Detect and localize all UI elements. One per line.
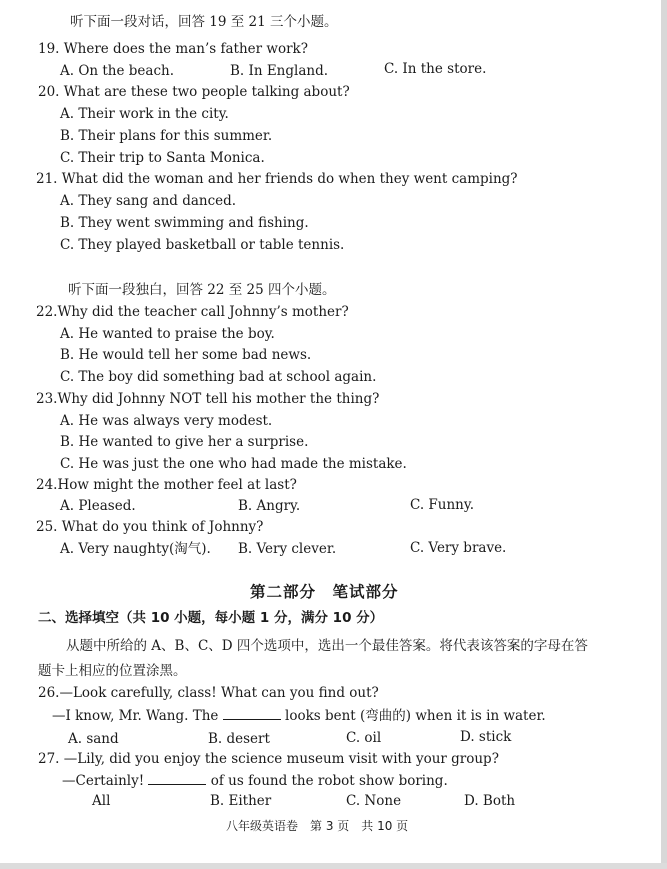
- q25-option-c: C. Very brave.: [410, 540, 507, 556]
- q26-text-after-blank: looks bent (弯曲的) when it is in water.: [285, 708, 546, 724]
- q21-option-a: A. They sang and danced.: [60, 193, 237, 209]
- q19-stem: 19. Where does the man’s father work?: [38, 41, 308, 57]
- instruction-line-2: 题卡上相应的位置涂黑。: [38, 663, 187, 679]
- q27-option-b: B. Either: [210, 793, 272, 809]
- q26-line-2: [52, 707, 546, 724]
- q19-option-b: B. In England.: [230, 63, 329, 79]
- q27-text-before-blank: —Certainly!: [62, 773, 145, 789]
- q26-option-b: B. desert: [208, 731, 270, 747]
- q23-option-c: C. He was just the one who had made the mistake.: [60, 456, 407, 472]
- q26-text-before-blank: —I know, Mr. Wang. The: [52, 708, 219, 724]
- part-title: 第二部分 笔试部分: [250, 583, 399, 601]
- q24-option-c: C. Funny.: [410, 497, 475, 513]
- q27-stem: 27. —Lily, did you enjoy the science museum visit with your group?: [38, 751, 499, 767]
- listening-instruction-1: 听下面一段对话，回答 19 至 21 三个小题。: [70, 14, 338, 30]
- q27-line-2: [62, 772, 448, 789]
- page-edge-right: [661, 0, 667, 869]
- q19-option-c: C. In the store.: [384, 61, 487, 77]
- q21-stem: 21. What did the woman and her friends do when they went camping?: [36, 171, 518, 187]
- q25-stem: 25. What do you think of Johnny?: [36, 519, 264, 535]
- q24-option-a: A. Pleased.: [60, 498, 136, 514]
- q26-option-d: D. stick: [460, 729, 512, 745]
- q26-answer-blank: [223, 707, 281, 720]
- q27-option-c: C. None: [346, 793, 402, 809]
- listening-instruction-2: 听下面一段独白，回答 22 至 25 四个小题。: [68, 282, 336, 298]
- q22-option-c: C. The boy did something bad at school again.: [60, 369, 377, 385]
- q20-option-c: C. Their trip to Santa Monica.: [60, 150, 265, 166]
- section-heading: 二、选择填空（共 10 小题，每小题 1 分，满分 10 分）: [38, 610, 384, 626]
- q27-answer-blank: [148, 772, 206, 785]
- q26-option-c: C. oil: [346, 730, 382, 746]
- q21-option-b: B. They went swimming and fishing.: [60, 215, 309, 231]
- q22-option-b: B. He would tell her some bad news.: [60, 347, 312, 363]
- q23-option-a: A. He was always very modest.: [60, 413, 273, 429]
- q20-option-b: B. Their plans for this summer.: [60, 128, 273, 144]
- instruction-line-1: 从题中所给的 A、B、C、D 四个选项中，选出一个最佳答案。将代表该答案的字母在答: [66, 638, 588, 654]
- q24-option-b: B. Angry.: [238, 498, 301, 514]
- q26-option-a: A. sand: [68, 731, 119, 747]
- q20-option-a: A. Their work in the city.: [60, 106, 229, 122]
- q23-option-b: B. He wanted to give her a surprise.: [60, 434, 309, 450]
- q27-text-after-blank: of us found the robot show boring.: [210, 773, 448, 789]
- q27-option-a: All: [92, 793, 111, 809]
- q27-option-d: D. Both: [464, 793, 516, 809]
- page-edge-bottom: [0, 863, 667, 869]
- q21-option-c: C. They played basketball or table tennis.: [60, 237, 345, 253]
- q20-stem: 20. What are these two people talking about?: [38, 84, 350, 100]
- page-footer: 八年级英语卷 第 3 页 共 10 页: [226, 819, 409, 833]
- q23-stem: 23.Why did Johnny NOT tell his mother the thing?: [36, 391, 380, 407]
- q26-stem: 26.—Look carefully, class! What can you find out?: [38, 685, 379, 701]
- q22-stem: 22.Why did the teacher call Johnny’s mother?: [36, 304, 349, 320]
- q25-option-b: B. Very clever.: [238, 541, 337, 557]
- q22-option-a: A. He wanted to praise the boy.: [60, 326, 275, 342]
- q25-option-a: A. Very naughty(淘气).: [60, 541, 211, 557]
- q19-option-a: A. On the beach.: [60, 63, 175, 79]
- q24-stem: 24.How might the mother feel at last?: [36, 477, 297, 493]
